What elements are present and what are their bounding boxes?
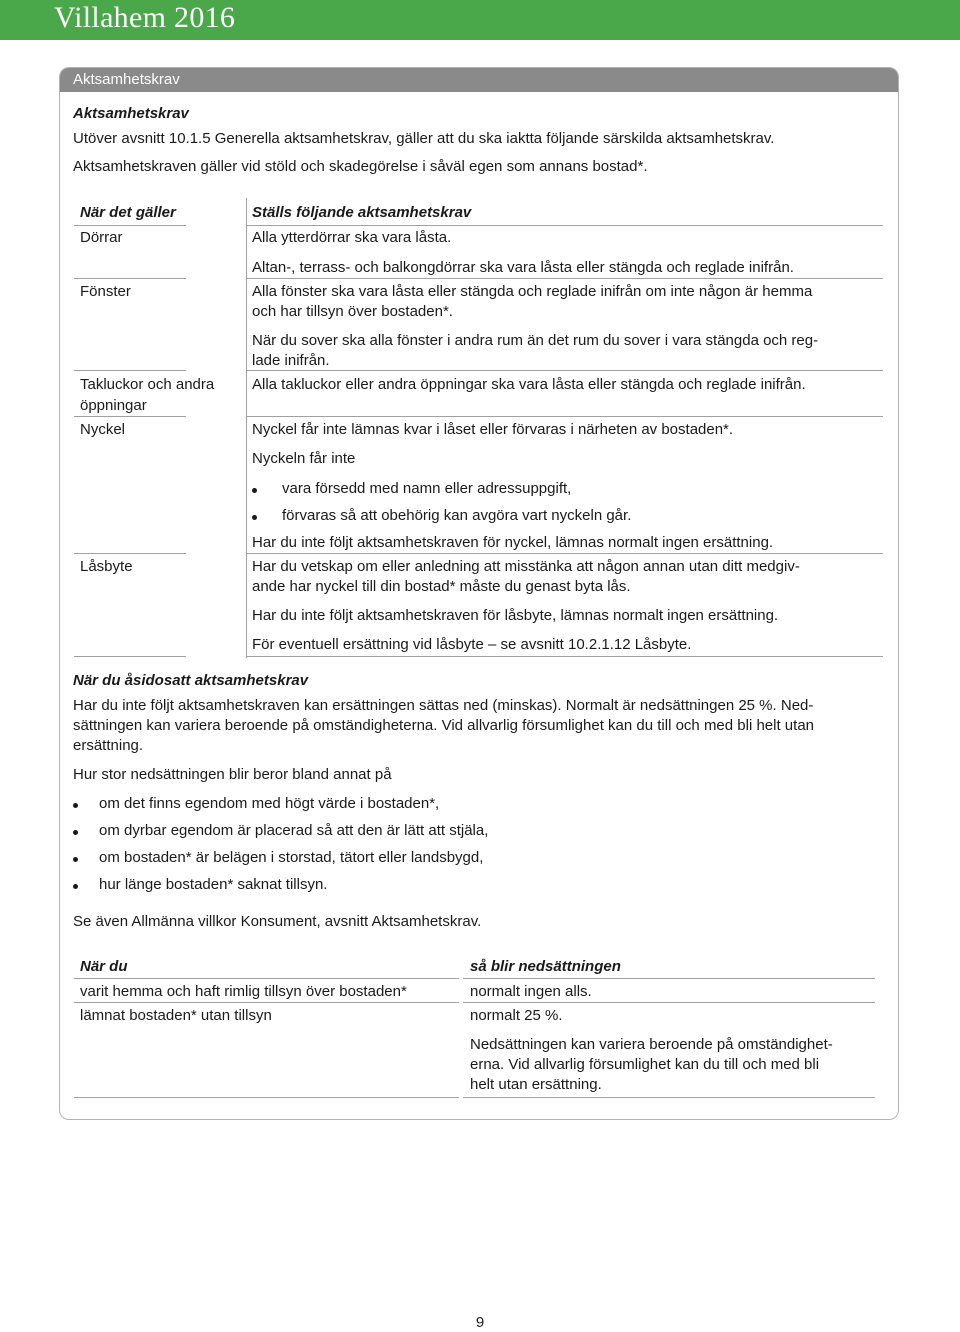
reduction-note: Nedsättningen kan variera beroende på omständighet- xyxy=(470,1036,833,1053)
neglect-paragraph: ersättning. xyxy=(73,737,144,754)
column-divider xyxy=(246,198,247,658)
page-number: 9 xyxy=(475,1314,485,1331)
table-rule xyxy=(74,278,186,279)
table-rule xyxy=(246,278,883,279)
table-rule xyxy=(463,978,875,979)
aktsamhetskrav-section xyxy=(59,67,899,1120)
reduction-result: normalt 25 %. xyxy=(470,1007,563,1024)
row-label-takluckor: öppningar xyxy=(80,397,147,414)
requirement-line: Alla fönster ska vara låsta eller stängda och reglade inifrån om inte någon är hemma xyxy=(252,283,813,300)
requirement-line: lade inifrån. xyxy=(252,352,330,369)
bullet-icon xyxy=(73,830,78,835)
requirement-line: Har du vetskap om eller anledning att misstänka att någon annan utan ditt medgiv- xyxy=(252,558,800,575)
section-bar-title: Aktsamhetskrav xyxy=(60,68,898,92)
table-rule xyxy=(74,656,186,657)
req-col1-header: När det gäller xyxy=(80,204,176,221)
requirement-line: Alla ytterdörrar ska vara låsta. xyxy=(252,229,452,246)
bullet-icon xyxy=(73,803,78,808)
row-label-lasbyte: Låsbyte xyxy=(80,558,133,575)
bullet-icon xyxy=(73,857,78,862)
requirement-line: ande har nyckel till din bostad* måste du genast byta lås. xyxy=(252,578,631,595)
intro-text-2: Aktsamhetskraven gäller vid stöld och skadegörelse i såväl egen som annans bostad*. xyxy=(73,158,648,175)
table-rule xyxy=(246,225,883,226)
requirement-line: För eventuell ersättning vid låsbyte – se avsnitt 10.2.1.12 Låsbyte. xyxy=(252,636,692,653)
neglect-paragraph: sättningen kan variera beroende på omständigheterna. Vid allvarlig försumlighet kan du till och med bli helt utan xyxy=(73,717,815,734)
table-rule xyxy=(463,1097,875,1098)
bullet-icon xyxy=(252,488,257,493)
table-rule xyxy=(74,978,459,979)
reduction-condition: varit hemma och haft rimlig tillsyn över bostaden* xyxy=(80,983,407,1000)
intro-text-1: Utöver avsnitt 10.1.5 Generella aktsamhetskrav, gäller att du ska iaktta följande särskilda aktsamhetskrav. xyxy=(73,130,775,147)
bullet-icon xyxy=(252,515,257,520)
section-heading: Aktsamhetskrav xyxy=(73,105,189,122)
reduction-condition: lämnat bostaden* utan tillsyn xyxy=(80,1007,272,1024)
reduction-note: erna. Vid allvarlig försumlighet kan du till och med bli xyxy=(470,1056,820,1073)
table-rule xyxy=(74,1097,459,1098)
requirement-line: Har du inte följt aktsamhetskraven för låsbyte, lämnas normalt ingen ersättning. xyxy=(252,607,779,624)
requirement-line: Nyckeln får inte xyxy=(252,450,356,467)
reduction-col2-header: så blir nedsättningen xyxy=(470,958,621,975)
reduction-result: normalt ingen alls. xyxy=(470,983,592,1000)
row-label-dorrar: Dörrar xyxy=(80,229,123,246)
neglect-heading: När du åsidosatt aktsamhetskrav xyxy=(73,672,309,689)
requirement-line: Nyckel får inte lämnas kvar i låset eller förvaras i närheten av bostaden*. xyxy=(252,421,734,438)
bullet-item: vara försedd med namn eller adressuppgift, xyxy=(282,480,572,497)
table-rule xyxy=(74,416,186,417)
bullet-icon xyxy=(73,884,78,889)
table-rule xyxy=(246,553,883,554)
table-rule xyxy=(463,1002,875,1003)
requirement-line: och har tillsyn över bostaden*. xyxy=(252,303,453,320)
reduction-col1-header: När du xyxy=(80,958,128,975)
table-rule xyxy=(74,553,186,554)
req-col2-header: Ställs följande aktsamhetskrav xyxy=(252,204,472,221)
table-rule xyxy=(246,416,883,417)
bullet-item: hur länge bostaden* saknat tillsyn. xyxy=(99,876,328,893)
bullet-item: om dyrbar egendom är placerad så att den är lätt att stjäla, xyxy=(99,822,489,839)
requirement-line: Har du inte följt aktsamhetskraven för nyckel, lämnas normalt ingen ersättning. xyxy=(252,534,774,551)
table-rule xyxy=(74,1002,459,1003)
row-label-nyckel: Nyckel xyxy=(80,421,126,438)
see-also-text: Se även Allmänna villkor Konsument, avsnitt Aktsamhetskrav. xyxy=(73,913,482,930)
table-rule xyxy=(74,225,186,226)
table-rule xyxy=(74,370,186,371)
neglect-paragraph: Har du inte följt aktsamhetskraven kan ersättningen sättas ned (minskas). Normalt är nedsättningen 25 %. Ned- xyxy=(73,697,814,714)
document-title: Villahem 2016 xyxy=(54,1,236,34)
requirement-line: Altan-, terrass- och balkongdörrar ska vara låsta eller stängda och reglade inifrån. xyxy=(252,259,794,276)
bullet-item: förvaras så att obehörig kan avgöra vart nyckeln går. xyxy=(282,507,632,524)
table-rule xyxy=(246,656,883,657)
bullet-item: om bostaden* är belägen i storstad, tätort eller landsbygd, xyxy=(99,849,484,866)
requirement-line: Alla takluckor eller andra öppningar ska vara låsta eller stängda och reglade inifrån. xyxy=(252,376,806,393)
reduction-note: helt utan ersättning. xyxy=(470,1076,602,1093)
table-rule xyxy=(246,370,883,371)
bullet-item: om det finns egendom med högt värde i bostaden*, xyxy=(99,795,440,812)
requirement-line: När du sover ska alla fönster i andra rum än det rum du sover i vara stängda och reg- xyxy=(252,332,819,349)
list-intro: Hur stor nedsättningen blir beror bland annat på xyxy=(73,766,392,783)
page-header xyxy=(0,0,960,40)
row-label-takluckor: Takluckor och andra xyxy=(80,376,215,393)
row-label-fonster: Fönster xyxy=(80,283,131,300)
